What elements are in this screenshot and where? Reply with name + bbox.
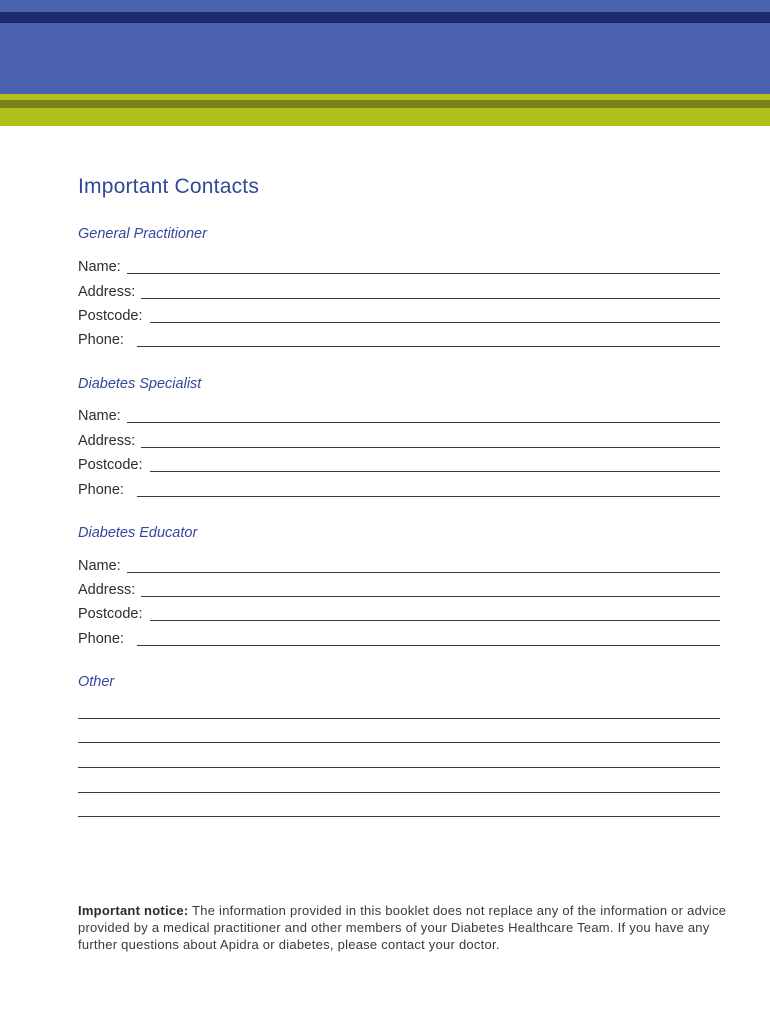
field-label: Phone: bbox=[78, 631, 124, 647]
banner-blue-stripe bbox=[0, 23, 770, 94]
field-label: Address: bbox=[78, 433, 136, 449]
section-heading-diabetes-educator: Diabetes Educator bbox=[78, 525, 198, 541]
field-label: Address: bbox=[78, 284, 136, 300]
other-line-1[interactable] bbox=[78, 718, 720, 719]
field-label: Postcode: bbox=[78, 606, 143, 622]
section-heading-other: Other bbox=[78, 674, 115, 690]
specialist-name-line[interactable] bbox=[127, 410, 720, 423]
notice-label: Important notice: bbox=[78, 903, 189, 918]
field-label: Name: bbox=[78, 558, 121, 574]
other-line-3[interactable] bbox=[78, 767, 720, 768]
banner-blue-stripe-top bbox=[0, 0, 770, 12]
field-label: Address: bbox=[78, 582, 136, 598]
important-notice bbox=[78, 902, 728, 954]
educator-postcode-field[interactable] bbox=[78, 603, 720, 623]
other-line-2[interactable] bbox=[78, 742, 720, 743]
specialist-phone-line[interactable] bbox=[137, 484, 720, 497]
other-line-4[interactable] bbox=[78, 792, 720, 793]
gp-phone-field[interactable] bbox=[78, 329, 720, 349]
specialist-postcode-line[interactable] bbox=[150, 459, 721, 472]
gp-address-line[interactable] bbox=[141, 286, 720, 299]
gp-postcode-field[interactable] bbox=[78, 305, 720, 325]
specialist-postcode-field[interactable] bbox=[78, 454, 720, 474]
field-label: Name: bbox=[78, 408, 121, 424]
banner-navy-stripe bbox=[0, 12, 770, 23]
specialist-address-field[interactable] bbox=[78, 430, 720, 450]
banner-olive-stripe bbox=[0, 100, 770, 108]
header-banner bbox=[0, 0, 770, 126]
educator-phone-line[interactable] bbox=[137, 633, 720, 646]
other-line-5[interactable] bbox=[78, 816, 720, 817]
gp-postcode-line[interactable] bbox=[150, 310, 721, 323]
educator-address-line[interactable] bbox=[141, 584, 720, 597]
page-title: Important Contacts bbox=[78, 175, 260, 198]
gp-name-field[interactable] bbox=[78, 256, 720, 276]
specialist-address-line[interactable] bbox=[141, 435, 720, 448]
educator-phone-field[interactable] bbox=[78, 628, 720, 648]
field-label: Postcode: bbox=[78, 457, 143, 473]
educator-address-field[interactable] bbox=[78, 579, 720, 599]
specialist-name-field[interactable] bbox=[78, 405, 720, 425]
specialist-phone-field[interactable] bbox=[78, 479, 720, 499]
section-heading-diabetes-specialist: Diabetes Specialist bbox=[78, 376, 202, 392]
field-label: Phone: bbox=[78, 482, 124, 498]
field-label: Phone: bbox=[78, 332, 124, 348]
field-label: Postcode: bbox=[78, 308, 143, 324]
educator-name-field[interactable] bbox=[78, 555, 720, 575]
gp-address-field[interactable] bbox=[78, 281, 720, 301]
field-label: Name: bbox=[78, 259, 121, 275]
notice-text: The information provided in this booklet does not replace any of the information or advice provided by a medical practitioner and other members of your Diabetes Healthcare Team. If you have any further questions about Apidra or diabetes, please contact your doctor. bbox=[78, 903, 727, 953]
gp-phone-line[interactable] bbox=[137, 334, 720, 347]
educator-name-line[interactable] bbox=[127, 560, 720, 573]
section-heading-general-practitioner: General Practitioner bbox=[78, 226, 207, 242]
banner-lime-stripe bbox=[0, 108, 770, 126]
educator-postcode-line[interactable] bbox=[150, 608, 721, 621]
gp-name-line[interactable] bbox=[127, 261, 720, 274]
